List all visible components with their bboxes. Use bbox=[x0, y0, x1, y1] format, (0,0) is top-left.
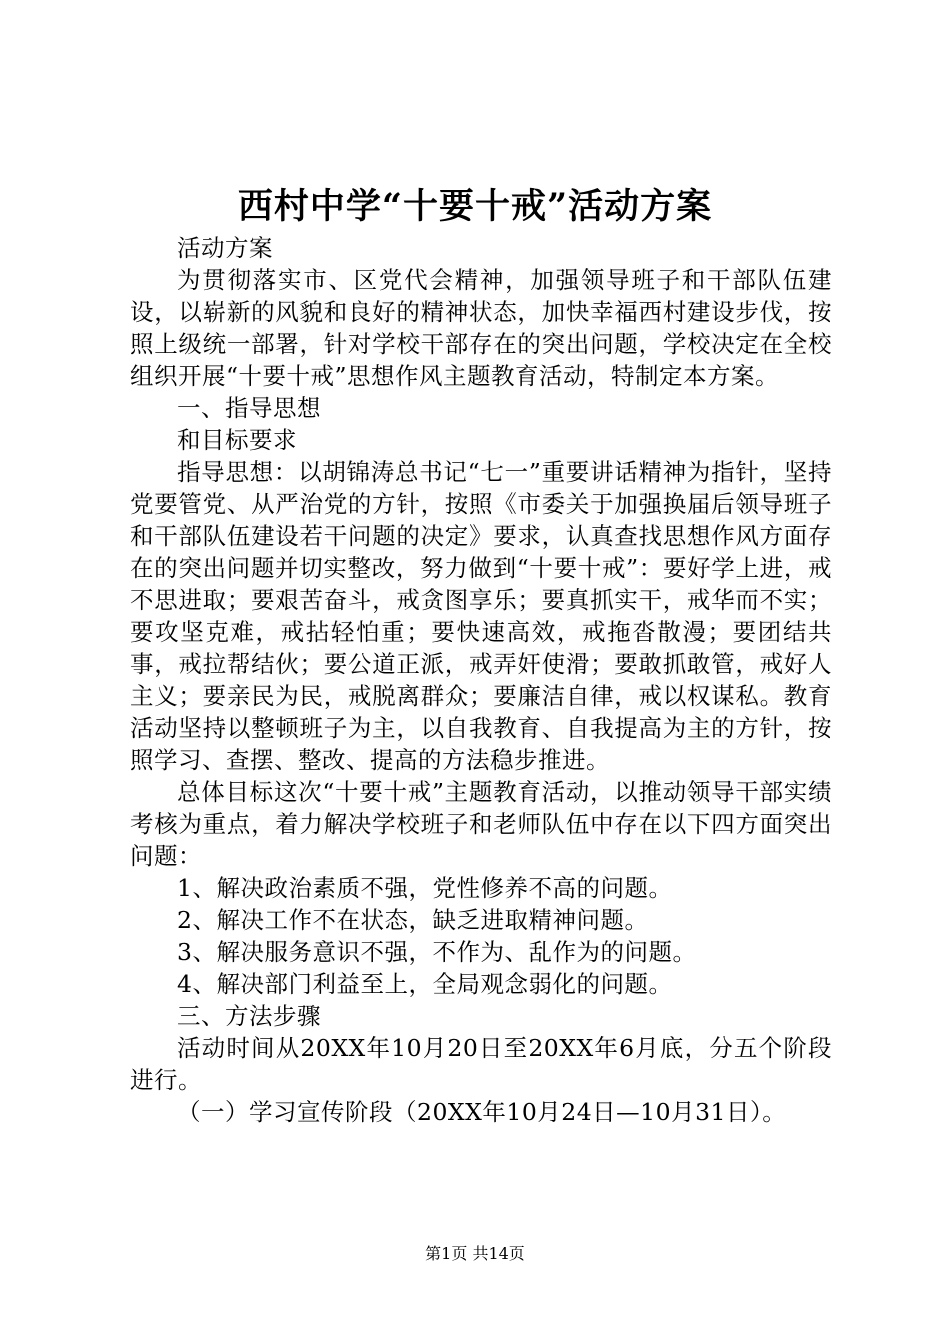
list-item-2: 2、解决工作不在状态，缺乏进取精神问题。 bbox=[177, 906, 649, 934]
document-body bbox=[130, 232, 832, 1128]
paragraph-guiding-thought: 指导思想：以胡锦涛总书记“七一”重要讲话精神为指针，坚持党要管党、从严治党的方针，按照《市委关于加强换届后领导班子和干部队伍建设若干问题的决定》要求，认真查找思想作风方面存在的突出问题并切实整改，努力做到“十要十戒”：要好学上进，戒不思进取；要艰苦奋斗，戒贪图享乐；要真抓实干，戒华而不实；要攻坚克难，戒拈轻怕重；要快速高效，戒拖沓散漫；要团结共事，戒拉帮结伙；要公道正派，戒弄奸使滑；要敢抓敢管，戒好人主义；要亲民为民，戒脱离群众；要廉洁自律，戒以权谋私。教育活动坚持以整顿班子为主，以自我教育、自我提高为主的方针，按照学习、查摆、整改、提高的方法稳步推进。 bbox=[130, 458, 832, 774]
section-heading-goals: 和目标要求 bbox=[177, 426, 297, 454]
paragraph-heading-plan: 活动方案 bbox=[177, 234, 273, 262]
page-number-footer: 第1页 共14页 bbox=[425, 1244, 525, 1263]
list-item-3: 3、解决服务意识不强，不作为、乱作为的问题。 bbox=[177, 938, 697, 966]
paragraph-activity-time: 活动时间从20XX年10月20日至20XX年6月底，分五个阶段进行。 bbox=[130, 1034, 832, 1094]
list-item-1: 1、解决政治素质不强，党性修养不高的问题。 bbox=[177, 874, 673, 902]
list-item-4: 4、解决部门利益至上，全局观念弱化的问题。 bbox=[177, 970, 673, 998]
paragraph-stage-one: （一）学习宣传阶段（20XX年10月24日—10月31日）。 bbox=[177, 1098, 787, 1126]
paragraph-intro: 为贯彻落实市、区党代会精神，加强领导班子和干部队伍建设，以崭新的风貌和良好的精神状态，加快幸福西村建设步伐，按照上级统一部署，针对学校干部存在的突出问题，学校决定在全校组织开展“十要十戒”思想作风主题教育活动，特制定本方案。 bbox=[130, 266, 832, 390]
paragraph-overall-goal: 总体目标这次“十要十戒”主题教育活动，以推动领导干部实绩考核为重点，着力解决学校班子和老师队伍中存在以下四方面突出问题： bbox=[130, 778, 832, 870]
section-heading-method: 三、方法步骤 bbox=[177, 1002, 321, 1030]
document-title: 西村中学“十要十戒”活动方案 bbox=[237, 186, 713, 227]
section-heading-guiding-thought: 一、指导思想 bbox=[177, 394, 321, 422]
